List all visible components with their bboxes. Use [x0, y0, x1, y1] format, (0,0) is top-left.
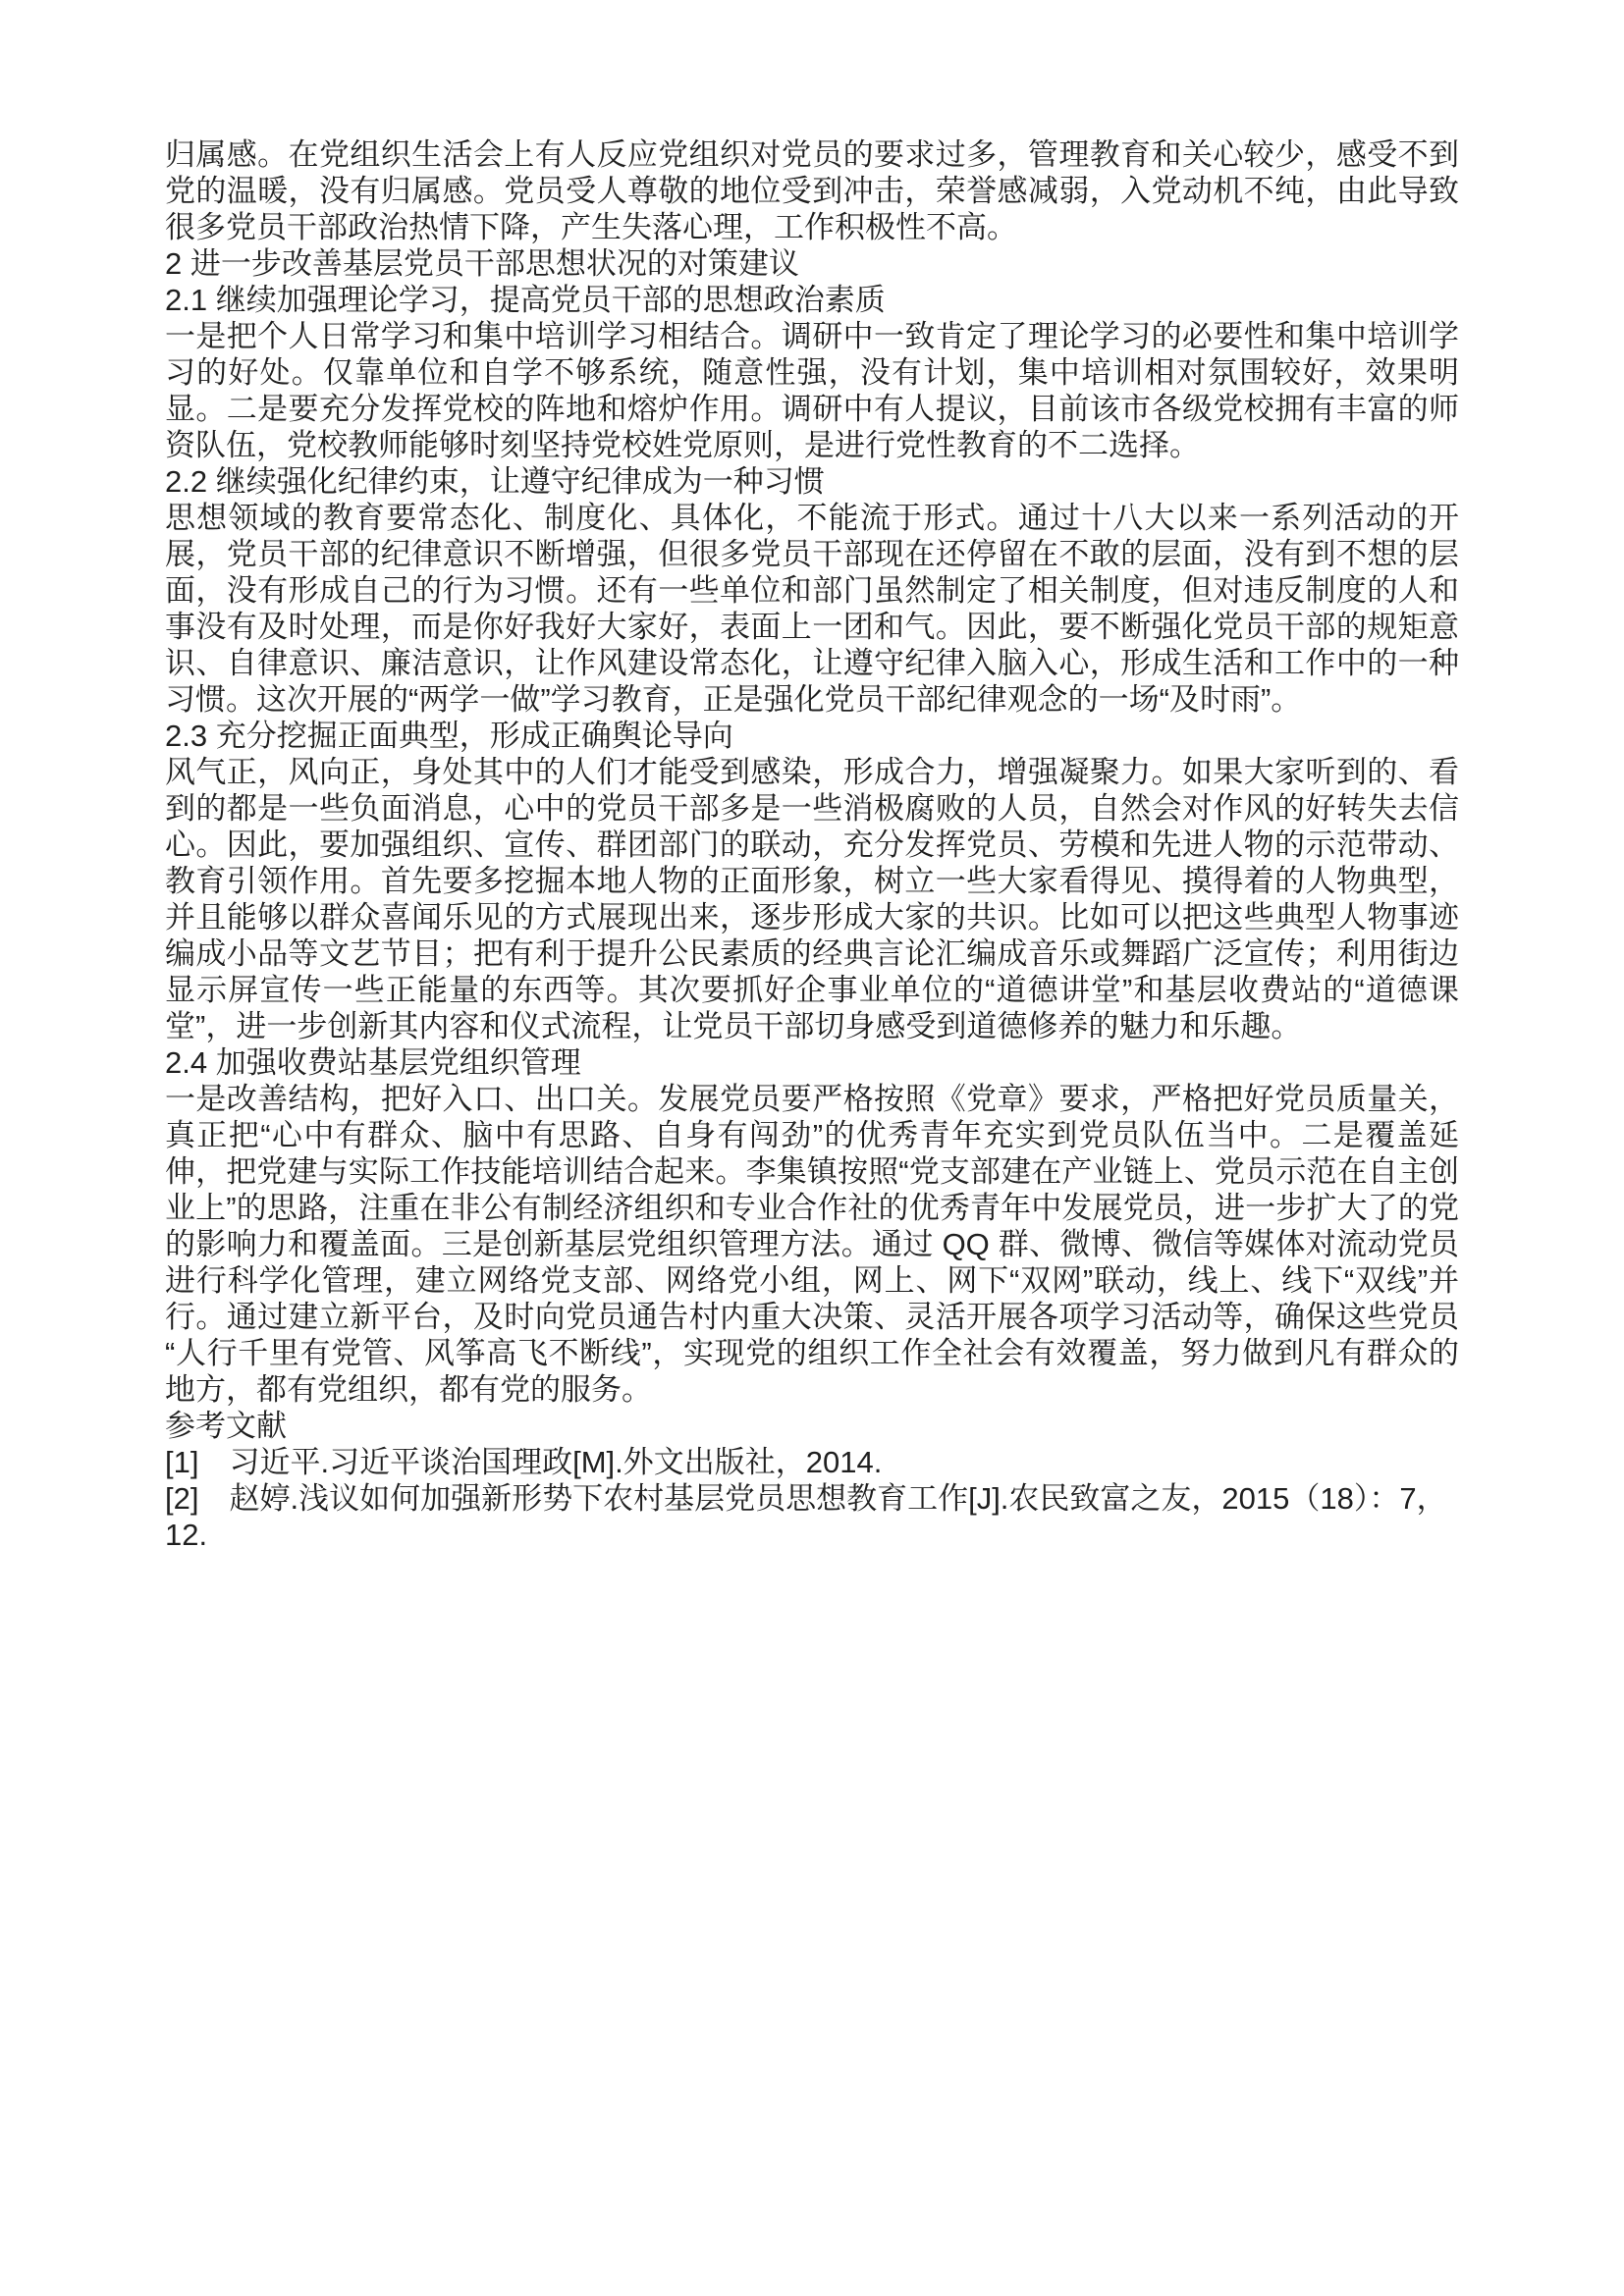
section-heading: 2 进一步改善基层党员干部思想状况的对策建议	[165, 246, 799, 281]
reference-item: [1] 习近平.习近平谈治国理政[M].外文出版社，2014.	[165, 1445, 883, 1479]
reference-item: [2] 赵婷.浅议如何加强新形势下农村基层党员思想教育工作[J].农民致富之友，2015（18）：7，12.	[165, 1481, 1447, 1552]
section-heading: 2.1 继续加强理论学习，提高党员干部的思想政治素质	[165, 283, 886, 317]
section-heading: 2.4 加强收费站基层党组织管理	[165, 1045, 581, 1080]
section-heading: 2.3 充分挖掘正面典型，形成正确舆论导向	[165, 719, 733, 753]
paragraph: 思想领域的教育要常态化、制度化、具体化，不能流于形式。通过十八大以来一系列活动的开展，党员干部的纪律意识不断增强，但很多党员干部现在还停留在不敢的层面，没有到不想的层面，没有形成自己的行为习惯。还有一些单位和部门虽然制定了相关制度，但对违反制度的人和事没有及时处理，而是你好我好大家好，表面上一团和气。因此，要不断强化党员干部的规矩意识、自律意识、廉洁意识，让作风建设常态化，让遵守纪律入脑入心，形成生活和工作中的一种习惯。这次开展的“两学一做”学习教育，正是强化党员干部纪律观念的一场“及时雨”。	[165, 501, 1459, 717]
paragraph: 一是把个人日常学习和集中培训学习相结合。调研中一致肯定了理论学习的必要性和集中培训学习的好处。仅靠单位和自学不够系统，随意性强，没有计划，集中培训相对氛围较好，效果明显。二是要充分发挥党校的阵地和熔炉作用。调研中有人提议，目前该市各级党校拥有丰富的师资队伍，党校教师能够时刻坚持党校姓党原则，是进行党性教育的不二选择。	[165, 319, 1459, 462]
paragraph: 风气正，风向正，身处其中的人们才能受到感染，形成合力，增强凝聚力。如果大家听到的、看到的都是一些负面消息，心中的党员干部多是一些消极腐败的人员，自然会对作风的好转失去信心。因此，要加强组织、宣传、群团部门的联动，充分发挥党员、劳模和先进人物的示范带动、教育引领作用。首先要多挖掘本地人物的正面形象，树立一些大家看得见、摸得着的人物典型，并且能够以群众喜闻乐见的方式展现出来，逐步形成大家的共识。比如可以把这些典型人物事迹编成小品等文艺节目；把有利于提升公民素质的经典言论汇编成音乐或舞蹈广泛宣传；利用街边显示屏宣传一些正能量的东西等。其次要抓好企事业单位的“道德讲堂”和基层收费站的“道德课堂”，进一步创新其内容和仪式流程，让党员干部切身感受到道德修养的魅力和乐趣。	[165, 755, 1459, 1043]
paragraph: 一是改善结构，把好入口、出口关。发展党员要严格按照《党章》要求，严格把好党员质量关，真正把“心中有群众、脑中有思路、自身有闯劲”的优秀青年充实到党员队伍当中。二是覆盖延伸，把党建与实际工作技能培训结合起来。李集镇按照“党支部建在产业链上、党员示范在自主创业上”的思路，注重在非公有制经济组织和专业合作社的优秀青年中发展党员，进一步扩大了的党的影响力和覆盖面。三是创新基层党组织管理方法。通过 QQ 群、微博、微信等媒体对流动党员进行科学化管理，建立网络党支部、网络党小组，网上、网下“双网”联动，线上、线下“双线”并行。通过建立新平台，及时向党员通告村内重大决策、灵活开展各项学习活动等，确保这些党员“人行千里有党管、风筝高飞不断线”，实现党的组织工作全社会有效覆盖，努力做到凡有群众的地方，都有党组织，都有党的服务。	[165, 1082, 1459, 1407]
paragraph: 归属感。在党组织生活会上有人反应党组织对党员的要求过多，管理教育和关心较少，感受不到党的温暖，没有归属感。党员受人尊敬的地位受到冲击，荣誉感减弱，入党动机不纯，由此导致很多党员干部政治热情下降，产生失落心理，工作积极性不高。	[165, 137, 1459, 244]
document-body	[165, 136, 1459, 1553]
section-heading: 2.2 继续强化纪律约束，让遵守纪律成为一种习惯	[165, 464, 825, 499]
section-heading: 参考文献	[165, 1409, 287, 1443]
